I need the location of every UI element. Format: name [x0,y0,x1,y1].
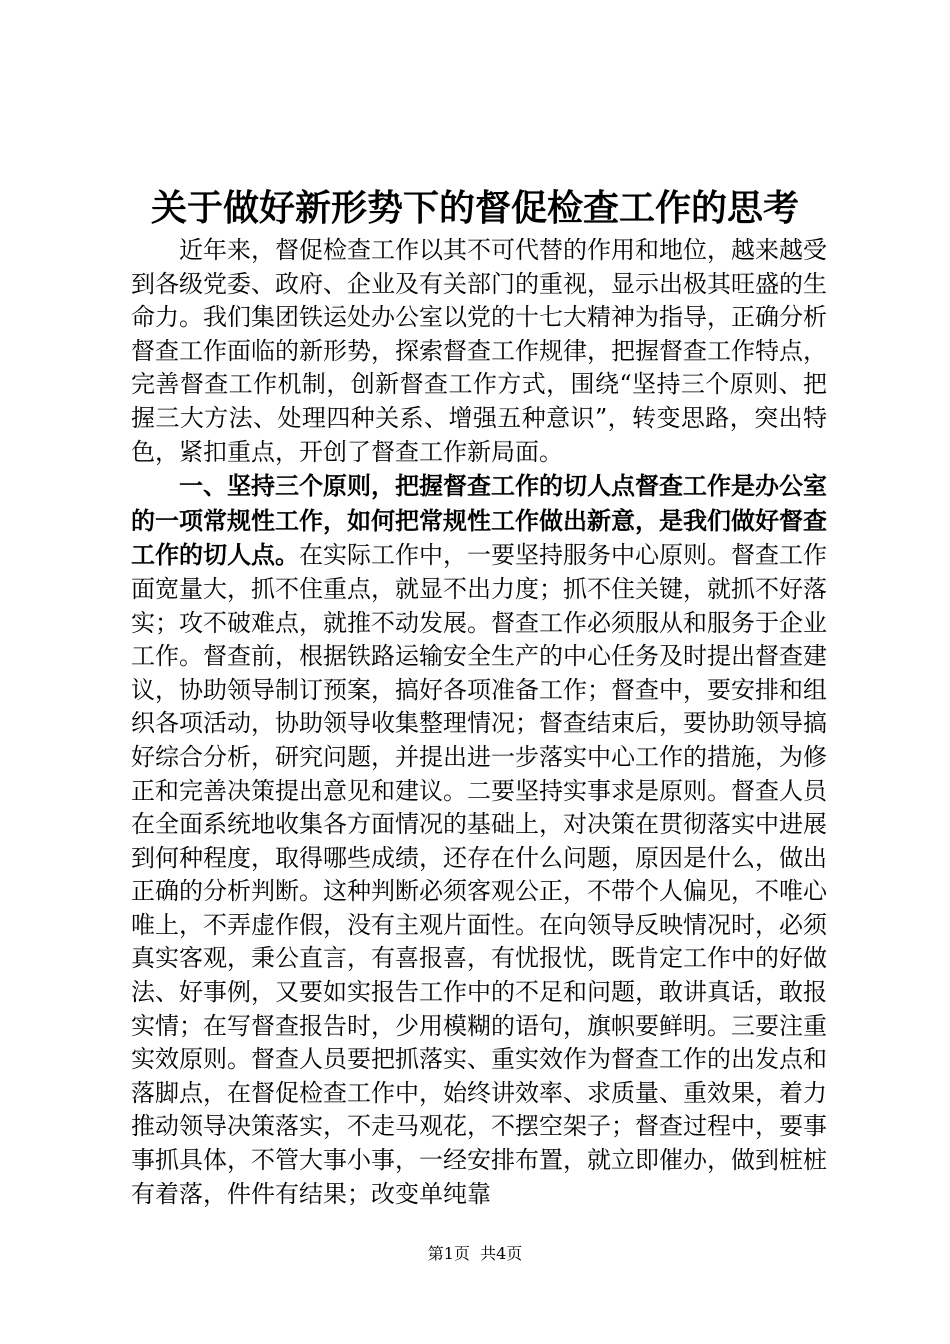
section-heading: 一、坚持三个原则，把握督查工作的切人点督查工作是办公室的一项常规性工作，如何把常规性工作做出新意，是我们做好督查工作的切人点。 [131,471,827,570]
paragraph-intro [131,234,827,469]
page-number: 第1页 共4页 [427,1244,523,1263]
paragraph-section-1 [131,469,827,1211]
page-footer [0,1243,950,1265]
document-body [131,234,827,1211]
paragraph-text: 近年来，督促检查工作以其不可代替的作用和地位，越来越受到各级党委、政府、企业及有关部门的重视，显示出极其旺盛的生命力。我们集团铁运处办公室以党的十七大精神为指导，正确分析督查工作面临的新形势，探索督查工作规律，把握督查工作特点，完善督查工作机制，创新督查工作方式，围绕“坚持三个原则、把握三大方法、处理四种关系、增强五种意识”，转变思路，突出特色，紧扣重点，开创了督查工作新局面。 [131,236,827,466]
paragraph-text: 在实际工作中，一要坚持服务中心原则。督查工作面宽量大，抓不住重点，就显不出力度；抓不住关键，就抓不好落实；攻不破难点，就推不动发展。督查工作必须服从和服务于企业工作。督查前，根据铁路运输安全生产的中心任务及时提出督查建议，协助领导制订预案，搞好各项准备工作；督查中，要安排和组织各项活动，协助领导收集整理情况；督查结束后，要协助领导搞好综合分析，研究问题，并提出进一步落实中心工作的措施，为修正和完善决策提出意见和建议。二要坚持实事求是原则。督查人员在全面系统地收集各方面情况的基础上，对决策在贯彻落实中进展到何种程度，取得哪些成绩，还存在什么问题，原因是什么，做出正确的分析判断。这种判断必须客观公正，不带个人偏见，不唯心唯上，不弄虚作假，没有主观片面性。在向领导反映情况时，必须真实客观，秉公直言，有喜报喜，有忧报忧，既肯定工作中的好做法、好事例，又要如实报告工作中的不足和问题，敢讲真话，敢报实情；在写督查报告时，少用模糊的语句，旗帜要鲜明。三要注重实效原则。督查人员要把抓落实、重实效作为督查工作的出发点和落脚点，在督促检查工作中，始终讲效率、求质量、重效果，着力推动领导决策落实，不走马观花，不摆空架子；督查过程中，要事事抓具体，不管大事小事，一经安排布置，就立即催办，做到桩桩有着落，件件有结果；改变单纯靠 [131,541,827,1208]
document-title: 关于做好新形势下的督促检查工作的思考 [150,187,799,229]
